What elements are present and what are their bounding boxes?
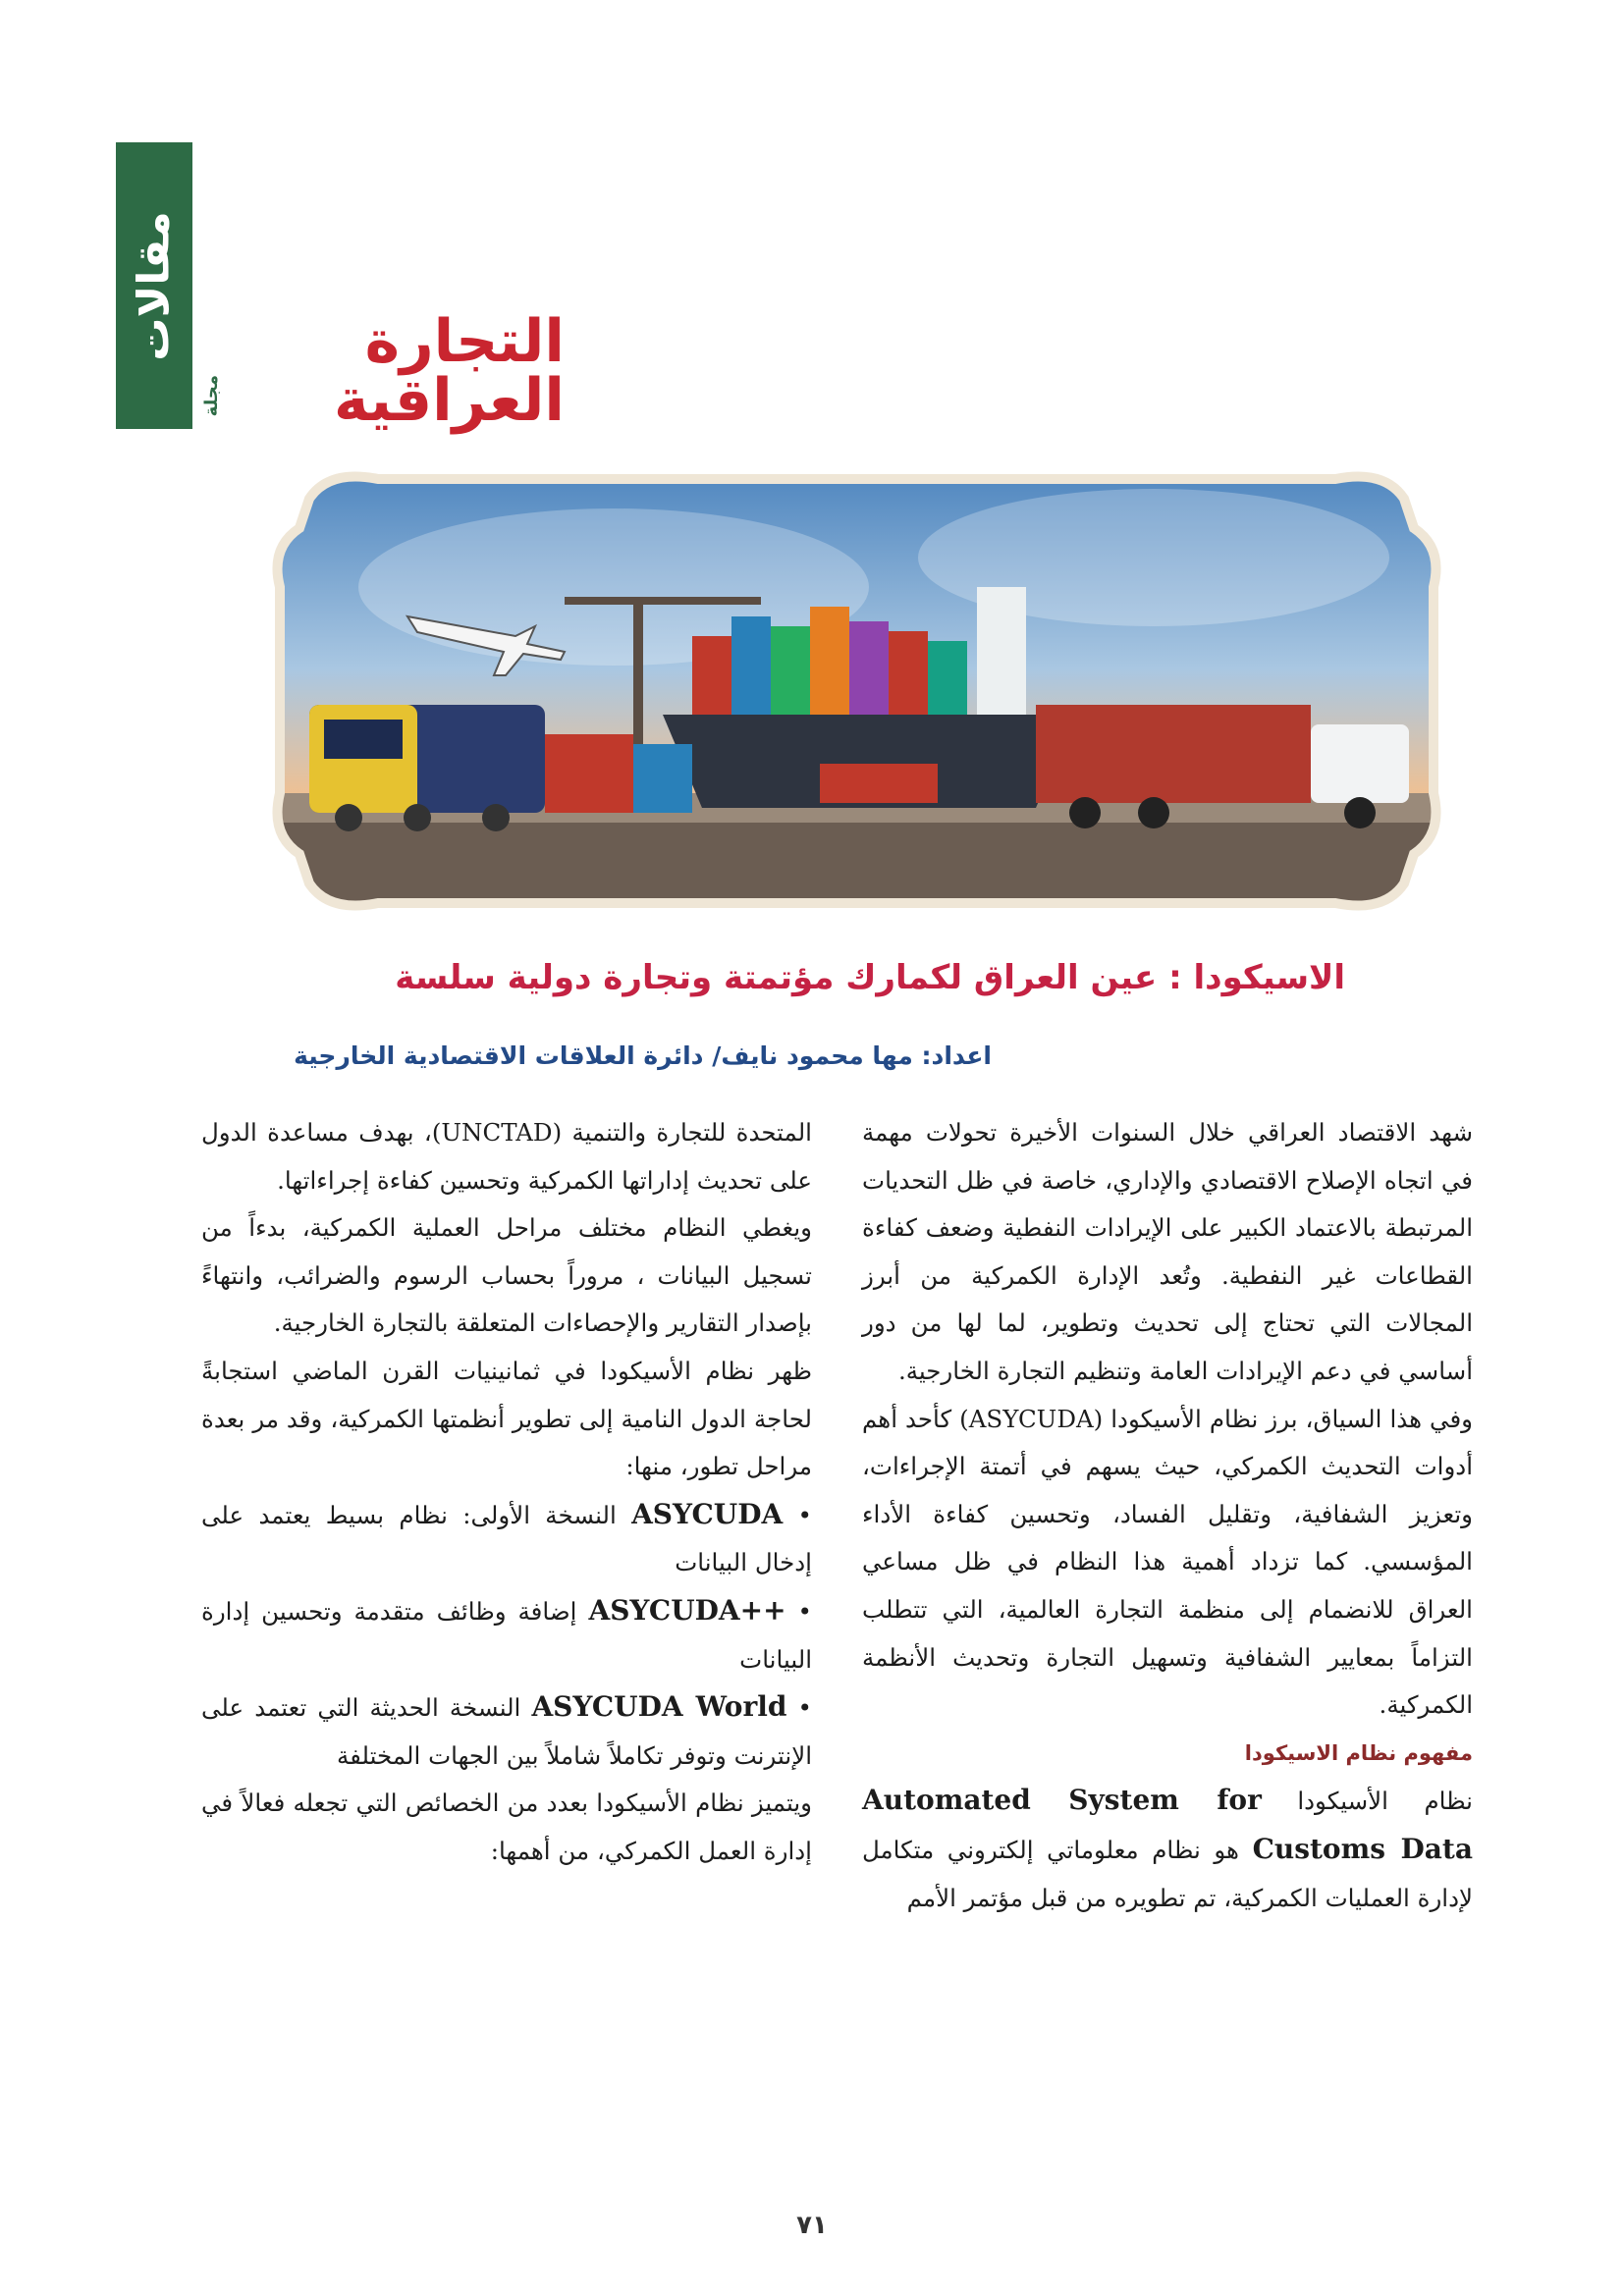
list-item: • ASYCUDA النسخة الأولى: نظام بسيط يعتمد على إدخال البيانات — [201, 1497, 812, 1577]
magazine-logo — [201, 307, 565, 435]
list-item: • ASYCUDA World النسخة الحديثة التي تعتمد على الإنترنت وتوفر تكاملاً شاملاً بين الجهات المختلفة — [201, 1690, 812, 1770]
list-item-text: النسخة الأولى: نظام بسيط يعتمد على إدخال البيانات — [201, 1500, 812, 1577]
section-tab-label: مقالات — [129, 210, 180, 361]
paragraph-text: نظام الأسيكودا — [1297, 1787, 1474, 1816]
article-column-left — [201, 1109, 812, 2091]
paragraph: وفي هذا السياق، برز نظام الأسيكودا (ASYCUDA) كأحد أهم أدوات التحديث الكمركي، حيث يسهم في أتمتة الإجراءات، وتعزيز الشفافية، وتقليل الفساد، وتحسين كفاءة الأداء المؤسسي. كما تزداد أهمية هذا النظام في ظل مساعي العراق للانضمام إلى منظمة التجارة العالمية، التي تتطلب التزاماً بمعايير الشفافية وتسهيل التجارة وتحديث الأنظمة الكمركية. — [862, 1404, 1473, 1720]
section-tab-label-wrap — [116, 142, 192, 429]
hero-image — [270, 469, 1443, 913]
paragraph: ويغطي النظام مختلف مراحل العملية الكمركية، بدءاً من تسجيل البيانات ، مروراً بحساب الرسوم والضرائب، وانتهاءً بإصدار التقارير والإحصاءات المتعلقة بالتجارة الخارجية. — [201, 1213, 812, 1338]
paragraph-text: هو نظام معلوماتي إلكتروني متكامل لإدارة العمليات الكمركية، تم تطويره من قبل مؤتمر الأمم — [862, 1835, 1473, 1912]
magazine-prefix: مجلة — [201, 374, 222, 416]
page-number: ٧١ — [796, 2211, 828, 2240]
english-term: ASYCUDA — [631, 1497, 784, 1530]
english-term: Automated System for Customs Data — [862, 1784, 1474, 1865]
paragraph: ظهر نظام الأسيكودا في ثمانينيات القرن الماضي استجابةً لحاجة الدول النامية إلى تطوير أنظمتها الكمركية، وقد مر بعدة مراحل تطور، منها: — [201, 1356, 812, 1481]
paragraph: شهد الاقتصاد العراقي خلال السنوات الأخيرة تحولات مهمة في اتجاه الإصلاح الاقتصادي والإداري، خاصة في ظل التحديات المرتبطة بالاعتماد الكبير على الإيرادات النفطية وضعف كفاءة القطاعات غير النفطية. وتُعد الإدارة الكمركية من أبرز المجالات التي تحتاج إلى تحديث وتطوير، لما لها من دور أساسي في دعم الإيرادات العامة وتنظيم التجارة الخارجية. — [862, 1118, 1473, 1385]
magazine-name: التجارة العراقية — [333, 307, 565, 435]
list-item-text: النسخة الحديثة التي تعتمد على الإنترنت وتوفر تكاملاً شاملاً بين الجهات المختلفة — [201, 1693, 812, 1770]
article-byline: اعداد: مها محمود نايف/ دائرة العلاقات الاقتصادية الخارجية — [294, 1041, 992, 1070]
article-title: الاسيكودا : عين العراق لكمارك مؤتمتة وتجارة دولية سلسة — [395, 958, 1345, 997]
paragraph — [862, 1777, 1473, 1922]
paragraph: ويتميز نظام الأسيكودا بعدد من الخصائص التي تجعله فعالاً في إدارة العمل الكمركي، من أهمها: — [201, 1789, 812, 1865]
english-term: ASYCUDA++ — [588, 1593, 786, 1627]
paragraph: المتحدة للتجارة والتنمية (UNCTAD)، بهدف مساعدة الدول على تحديث إداراتها الكمركية وتحسين كفاءة إجراءاتها. — [201, 1118, 812, 1195]
english-term: ASYCUDA World — [531, 1690, 787, 1724]
logistics-collage-illustration — [270, 469, 1443, 913]
article-column-right — [862, 1109, 1473, 2091]
list-item: • ASYCUDA++ إضافة وظائف متقدمة وتحسين إدارة البيانات — [201, 1593, 812, 1674]
list-item-text: إضافة وظائف متقدمة وتحسين إدارة البيانات — [201, 1596, 812, 1674]
section-subheading: مفهوم نظام الاسيكودا — [1244, 1740, 1473, 1765]
